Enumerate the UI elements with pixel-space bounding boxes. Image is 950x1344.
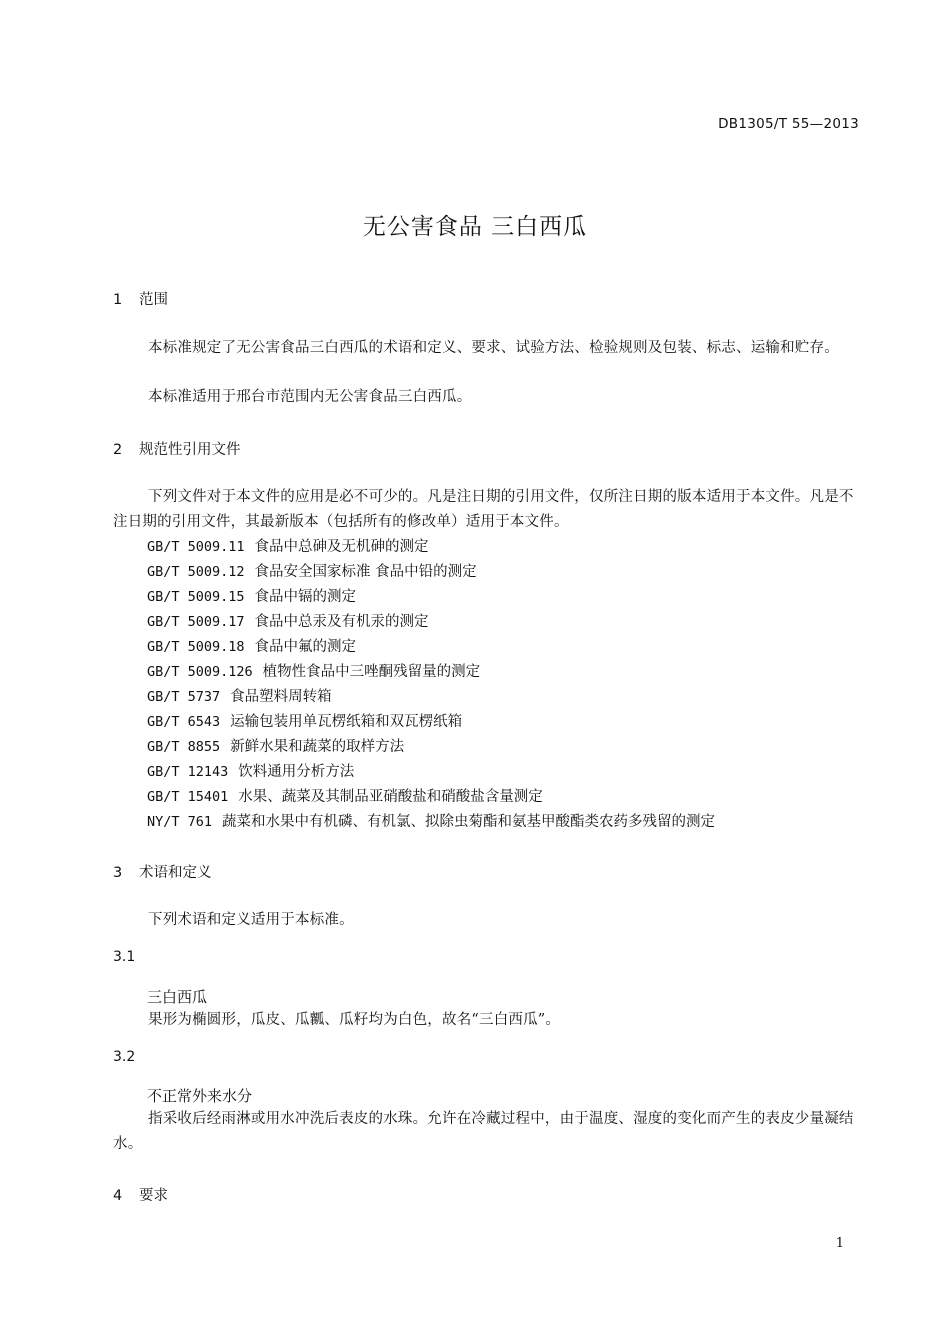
document-code: DB1305/T 55—2013 <box>718 116 859 132</box>
reference-code: GB/T 15401 <box>147 789 229 805</box>
reference-name: 食品塑料周转箱 <box>230 689 332 705</box>
reference-item <box>147 610 429 631</box>
reference-name: 蔬菜和水果中有机磷、有机氯、拟除虫菊酯和氨基甲酸酯类农药多残留的测定 <box>222 814 716 830</box>
reference-name: 运输包装用单瓦楞纸箱和双瓦楞纸箱 <box>230 714 463 730</box>
reference-code: GB/T 5737 <box>147 689 221 705</box>
reference-item <box>147 560 477 581</box>
reference-name: 水果、蔬菜及其制品亚硝酸盐和硝酸盐含量测定 <box>238 789 543 805</box>
reference-code: GB/T 5009.17 <box>147 614 245 630</box>
reference-code: GB/T 12143 <box>147 764 229 780</box>
term-title: 不正常外来水分 <box>147 1087 253 1105</box>
subsection-number: 3.2 <box>113 1049 136 1065</box>
reference-item <box>147 810 715 831</box>
reference-item <box>147 785 543 806</box>
section-number: 2 <box>113 442 123 458</box>
reference-item <box>147 735 404 756</box>
reference-item <box>147 585 356 606</box>
section-4-heading <box>113 1184 168 1205</box>
reference-code: GB/T 5009.11 <box>147 539 245 555</box>
section-title: 规范性引用文件 <box>139 442 241 458</box>
section-3-heading <box>113 861 212 882</box>
reference-code: GB/T 5009.12 <box>147 564 245 580</box>
reference-name: 食品中总砷及无机砷的测定 <box>254 539 429 555</box>
reference-name: 新鲜水果和蔬菜的取样方法 <box>230 739 405 755</box>
reference-name: 食品中总汞及有机汞的测定 <box>254 614 429 630</box>
reference-name: 饮料通用分析方法 <box>238 764 355 780</box>
term-title: 三白西瓜 <box>147 988 208 1006</box>
reference-code: GB/T 5009.126 <box>147 664 253 680</box>
reference-code: NY/T 761 <box>147 814 213 830</box>
section-2-heading <box>113 438 241 459</box>
references-intro: 下列文件对于本文件的应用是必不可少的。凡是注日期的引用文件，仅所注日期的版本适用于本文件。凡是不注日期的引用文件，其最新版本（包括所有的修改单）适用于本文件。 <box>113 489 854 530</box>
reference-name: 食品中氟的测定 <box>254 639 357 655</box>
reference-item <box>147 535 429 556</box>
section-1-heading <box>113 288 168 309</box>
section-number: 4 <box>113 1188 123 1204</box>
section-title: 范围 <box>139 292 168 308</box>
reference-item <box>147 635 356 656</box>
terms-intro: 下列术语和定义适用于本标准。 <box>148 912 354 928</box>
reference-code: GB/T 6543 <box>147 714 221 730</box>
scope-paragraph-2: 本标准适用于邢台市范围内无公害食品三白西瓜。 <box>148 389 472 405</box>
section-title: 术语和定义 <box>139 865 212 881</box>
section-title: 要求 <box>139 1188 168 1204</box>
section-number: 1 <box>113 292 123 308</box>
subsection-number: 3.1 <box>113 949 136 965</box>
reference-code: GB/T 5009.15 <box>147 589 245 605</box>
reference-item <box>147 710 462 731</box>
term-definition: 指采收后经雨淋或用水冲洗后表皮的水珠。允许在冷藏过程中，由于温度、湿度的变化而产生的表皮少量凝结水。 <box>113 1111 854 1152</box>
reference-item <box>147 760 354 781</box>
reference-item <box>147 685 332 706</box>
reference-code: GB/T 8855 <box>147 739 221 755</box>
scope-paragraph-1: 本标准规定了无公害食品三白西瓜的术语和定义、要求、试验方法、检验规则及包装、标志、运输和贮存。 <box>148 340 839 356</box>
section-number: 3 <box>113 865 123 881</box>
reference-name: 植物性食品中三唑酮残留量的测定 <box>262 664 481 680</box>
term-definition: 果形为椭圆形，瓜皮、瓜瓤、瓜籽均为白色，故名“三白西瓜”。 <box>148 1012 561 1028</box>
reference-code: GB/T 5009.18 <box>147 639 245 655</box>
reference-name: 食品中镉的测定 <box>254 589 357 605</box>
page-number: 1 <box>835 1236 844 1251</box>
reference-name: 食品安全国家标准 食品中铅的测定 <box>254 564 477 580</box>
document-title: 无公害食品 三白西瓜 <box>362 214 588 240</box>
reference-item <box>147 660 480 681</box>
